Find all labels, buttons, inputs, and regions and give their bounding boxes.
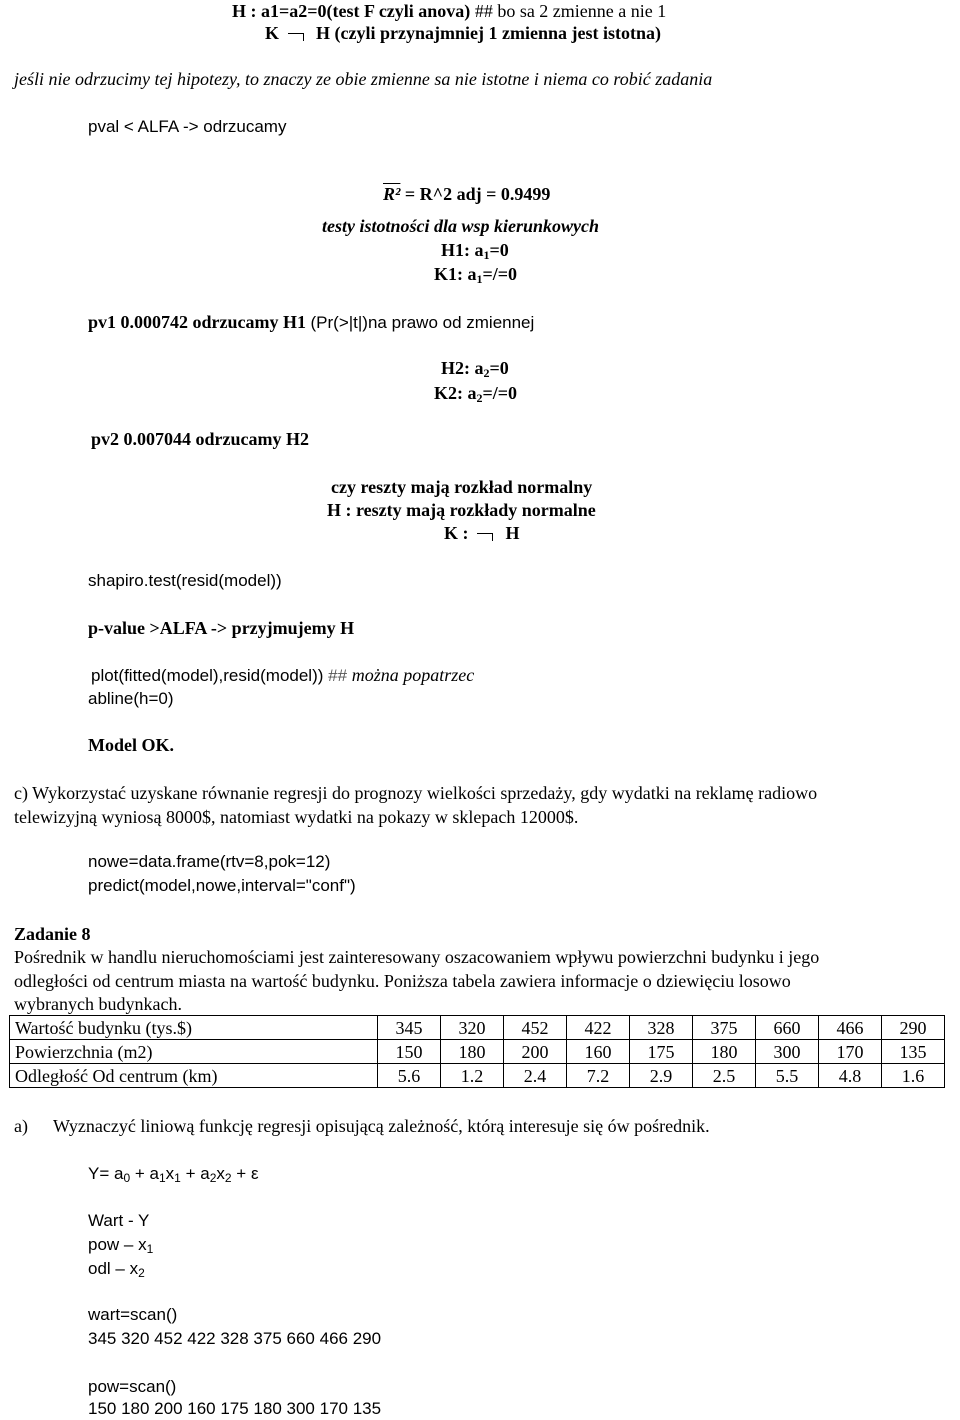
mapping-wart: Wart - Y (88, 1211, 150, 1230)
table-cell: 466 (819, 1016, 882, 1040)
part-c-line1: c) Wykorzystać uzyskane równanie regresji do prognozy wielkości sprzedaży, gdy wydatki na reklamę radiowo (14, 783, 818, 803)
code-wart-scan: wart=scan() (88, 1305, 178, 1324)
k-hypothesis-prefix: K (265, 23, 280, 43)
table-cell: 135 (882, 1040, 945, 1064)
table-cell: 5.5 (756, 1064, 819, 1088)
h-hypothesis-text: H : a1=a2=0(test F czyli anova) (232, 1, 471, 21)
k-hypothesis-line (265, 22, 661, 44)
question-a: Wyznaczyć liniową funkcję regresji opisującą zależność, którą interesuje się ów pośrednik. (53, 1116, 710, 1136)
table-cell: 300 (756, 1040, 819, 1064)
plot-code: plot(fitted(model),resid(model)) ## można popatrzec (91, 665, 475, 685)
rejection-note: jeśli nie odrzucimy tej hipotezy, to znaczy ze obie zmienne sa nie istotne i niema co robić zadania (14, 69, 713, 89)
zadanie8-title: Zadanie 8 (14, 924, 91, 944)
shapiro-code: shapiro.test(resid(model)) (88, 571, 282, 590)
normality-h: H : reszty mają rozkłady normalne (327, 500, 596, 520)
table-cell: 2.4 (504, 1064, 567, 1088)
table-cell: 150 (378, 1040, 441, 1064)
part-c-line2: telewizyjną wyniosą 8000$, natomiast wydatki na pokazy w sklepach 12000$. (14, 807, 579, 827)
table-cell: 452 (504, 1016, 567, 1040)
table-cell: 345 (378, 1016, 441, 1040)
code-new-data: nowe=data.frame(rtv=8,pok=12) (88, 852, 331, 871)
r2-value: = R^2 adj = 0.9499 (404, 184, 551, 204)
pv1-note: (Pr(>|t|)na prawo od zmiennej (310, 313, 535, 332)
k2-hypothesis: K2: $a_2=/=0$ (434, 383, 518, 405)
pvalue-rule: p-value >ALFA -> przyjmujemy H (88, 618, 355, 638)
pval-rule: pval < ALFA -> odrzucamy (88, 117, 287, 136)
table-cell: 200 (504, 1040, 567, 1064)
code-pow-values: 150 180 200 160 175 180 300 170 135 (88, 1399, 382, 1418)
h-hypothesis-line (232, 0, 666, 22)
row-label: Powierzchnia (m2) (10, 1040, 378, 1064)
code-predict: predict(model,nowe,interval="conf") (88, 876, 356, 895)
table-cell: 290 (882, 1016, 945, 1040)
table-cell: 5.6 (378, 1064, 441, 1088)
zadanie8-para-line1: Pośrednik w handlu nieruchomościami jest zainteresowany oszacowaniem wpływu powierzchni budynku i jego (14, 947, 820, 967)
table-cell: 175 (630, 1040, 693, 1064)
table-cell: 2.5 (693, 1064, 756, 1088)
table-cell: 320 (441, 1016, 504, 1040)
pv1-result: pv1 0.000742 odrzucamy H1 (88, 312, 306, 332)
code-pow-scan: pow=scan() (88, 1377, 177, 1396)
table-cell: 180 (441, 1040, 504, 1064)
table-cell: 422 (567, 1016, 630, 1040)
buildings-table (9, 1015, 945, 1088)
normality-k: K : H (444, 523, 520, 543)
question-a-label: a) (14, 1116, 28, 1136)
row-label: Odległość Od centrum (km) (10, 1064, 378, 1088)
model-ok: Model OK. (88, 735, 174, 755)
table-row (10, 1064, 945, 1088)
pv1-line (88, 311, 534, 334)
r2-line (383, 183, 550, 205)
table-cell: 4.8 (819, 1064, 882, 1088)
table-cell: 160 (567, 1040, 630, 1064)
row-label: Wartość budynku (tys.$) (10, 1016, 378, 1040)
significance-tests-heading: testy istotności dla wsp kierunkowych (322, 216, 600, 236)
table-cell: 2.9 (630, 1064, 693, 1088)
table-cell: 1.6 (882, 1064, 945, 1088)
regression-equation: $Y= a_0 + a_1x_1 + a_2x_2 + \varepsilon$ (88, 1164, 259, 1185)
negation-symbol (477, 529, 497, 539)
h1-hypothesis: H1: $a_1=0$ (441, 240, 509, 262)
mapping-pow: pow – $x_1$ (88, 1235, 154, 1256)
table-row (10, 1016, 945, 1040)
table-cell: 375 (693, 1016, 756, 1040)
table-cell: 180 (693, 1040, 756, 1064)
abline-code: abline(h=0) (88, 689, 174, 708)
mapping-odl: odl – $x_2$ (88, 1259, 145, 1280)
table-cell: 328 (630, 1016, 693, 1040)
code-wart-values: 345 320 452 422 328 375 660 466 290 (88, 1329, 382, 1348)
k1-hypothesis: K1: $a_1=/=0$ (434, 264, 518, 286)
zadanie8-para-line3: wybranych budynkach. (14, 994, 182, 1014)
pv2-result: pv2 0.007044 odrzucamy H2 (91, 429, 309, 449)
h2-hypothesis: H2: $a_2=0$ (441, 358, 509, 380)
r2-symbol: R² (383, 184, 401, 204)
table-cell: 170 (819, 1040, 882, 1064)
table-cell: 660 (756, 1016, 819, 1040)
h-hypothesis-comment: ## bo sa 2 zmienne a nie 1 (474, 1, 667, 21)
k-hypothesis-text: H (czyli przynajmniej 1 zmienna jest istotna) (316, 23, 661, 43)
table-cell: 1.2 (441, 1064, 504, 1088)
table-cell: 7.2 (567, 1064, 630, 1088)
negation-symbol (288, 29, 308, 39)
normality-question: czy reszty mają rozkład normalny (331, 477, 593, 497)
table-row (10, 1040, 945, 1064)
zadanie8-para-line2: odległości od centrum miasta na wartość budynku. Poniższa tabela zawiera informacje o dziewięciu losowo (14, 971, 791, 991)
